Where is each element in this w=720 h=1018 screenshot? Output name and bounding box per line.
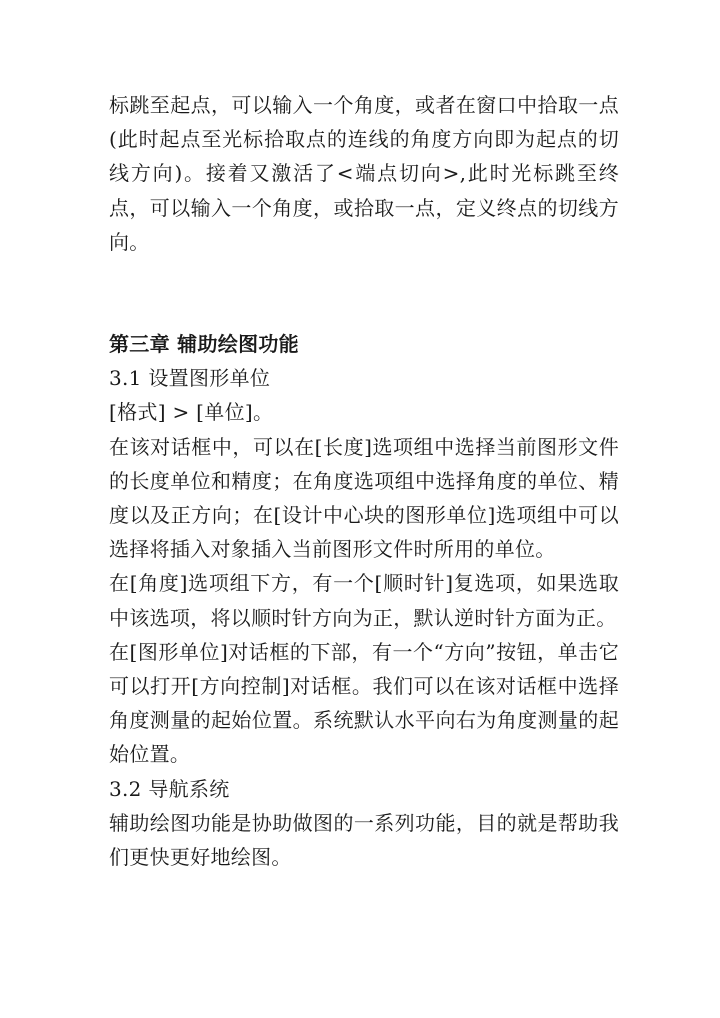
intro-paragraph: 标跳至起点，可以输入一个角度，或者在窗口中拾取一点(此时起点至光标拾取点的连线的角度方向即为起点的切线方向)。接着又激活了<端点切向>,此时光标跳至终点，可以输入一个角度，或拾取一点，定义终点的切线方向。: [109, 93, 619, 254]
section-spacer: [109, 259, 619, 327]
document-page: [109, 88, 619, 874]
section-3-2-title: 3.2 导航系统: [109, 776, 230, 801]
menu-path: [格式] > [单位]。: [109, 400, 274, 425]
section-3-1-paragraph-1: 在该对话框中，可以在[长度]选项组中选择当前图形文件的长度单位和精度；在角度选项组中选择角度的单位、精度以及正方向；在[设计中心块的图形单位]选项组中可以选择将插入对象插入当前图形文件时所用的单位。: [109, 434, 619, 562]
section-3-1-paragraph-2: 在[角度]选项组下方，有一个[顺时针]复选项，如果选取中该选项，将以顺时针方向为正，默认逆时针方面为正。: [109, 571, 619, 630]
section-3-2-paragraph-1: 辅助绘图功能是协助做图的一系列功能，目的就是帮助我们更快更好地绘图。: [109, 810, 619, 870]
section-3-1-paragraph-3: 在[图形单位]对话框的下部，有一个“方向”按钮，单击它可以打开[方向控制]对话框。我们可以在该对话框中选择角度测量的起始位置。系统默认水平向右为角度测量的起始位置。: [109, 639, 619, 767]
chapter-title: 第三章 辅助绘图功能: [109, 332, 299, 357]
section-3-1-title: 3.1 设置图形单位: [109, 366, 271, 391]
